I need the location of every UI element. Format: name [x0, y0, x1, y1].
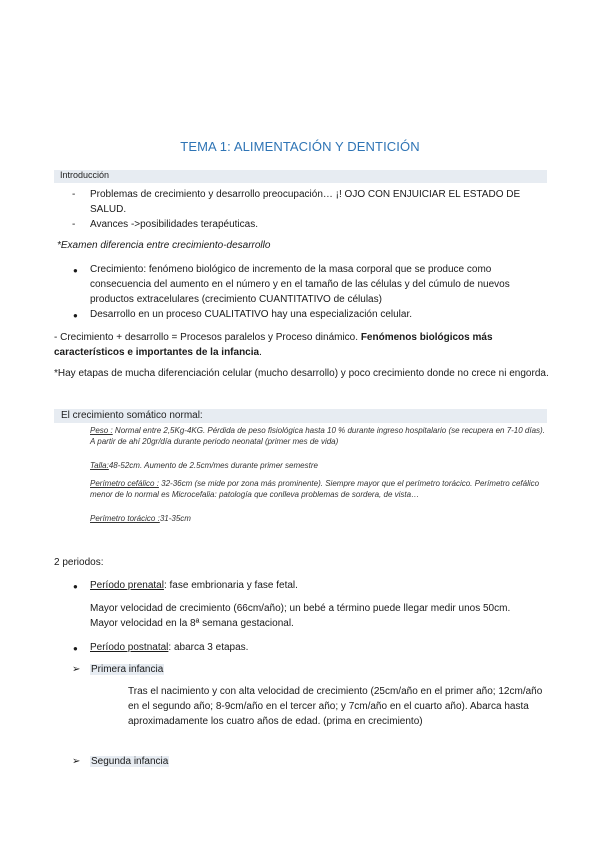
head-circumference-label: Perímetro cefálico :	[90, 479, 159, 488]
dash-bullet-icon: -	[72, 189, 76, 200]
prenatal-label: Período prenatal	[90, 580, 164, 591]
arrow-bullet-icon: ➢	[72, 664, 81, 675]
growth-heading: El crecimiento somático normal:	[61, 410, 203, 421]
prenatal-detail: Mayor velocidad de crecimiento (66cm/año); un bebé a término puede llegar medir unos 50cm. Mayor velocidad en la 8ª semana gestacional.	[90, 603, 511, 629]
first-infancy-label: Primera infancia	[91, 664, 164, 675]
parallel-processes: - Crecimiento + desarrollo = Procesos paralelos y Proceso dinámico. Fenómenos biológicos más característicos e importantes de la infancia.	[54, 332, 493, 358]
dot-bullet-icon: ●	[73, 644, 78, 653]
weight-label: Peso :	[90, 426, 113, 435]
head-circumference-note: Perímetro cefálico : 32-36cm (se mide por zona más prominente). Siempre mayor que el perímetro torácico. Perímetro cefálico menor de lo normal es Microcefalia: patología que conlleva problemas de sordera, de vista…	[90, 479, 540, 499]
dot-bullet-icon: ●	[73, 266, 78, 275]
first-infancy	[90, 662, 164, 677]
first-infancy-detail: Tras el nacimiento y con alta velocidad de crecimiento (25cm/año en el primer año; 12cm/año en el segundo año; 8-9cm/año en el tercer año; y 7cm/año en el cuarto año). Abarca hasta aproximadamente los cuatro años de edad. (prima en crecimiento)	[128, 686, 543, 727]
arrow-bullet-icon: ➢	[72, 756, 81, 767]
intro-heading: Introducción	[60, 170, 110, 180]
height-label: Talla:	[90, 461, 109, 470]
intro-item-1: Problemas de crecimiento y desarrollo preocupación… ¡! OJO CON ENJUICIAR EL ESTADO DE SALUD.	[90, 189, 521, 215]
growth-heading-band	[54, 409, 547, 423]
dot-bullet-icon: ●	[73, 311, 78, 320]
exam-note: *Examen diferencia entre crecimiento-desarrollo	[57, 240, 271, 251]
dot-bullet-icon: ●	[73, 582, 78, 591]
chest-circumference-label: Perímetro torácico :	[90, 514, 160, 523]
parallel-processes-bold: Fenómenos biológicos más característicos e importantes de la infancia	[54, 332, 493, 358]
intro-heading-band	[54, 170, 547, 183]
postnatal-label: Período postnatal	[90, 642, 169, 653]
second-infancy	[90, 754, 169, 769]
growth-definition: Crecimiento: fenómeno biológico de incremento de la masa corporal que se produce como consecuencia del aumento en el número y en el tamaño de las células y del cúmulo de nuevos productos extracelulares (crecimiento CUANTITATIVO de células)	[90, 264, 510, 305]
parallel-processes-start: - Crecimiento + desarrollo = Procesos paralelos y Proceso dinámico.	[54, 332, 361, 343]
periods-heading: 2 periodos:	[54, 557, 104, 568]
weight-note: Peso : Normal entre 2,5Kg-4KG. Pérdida de peso fisiológica hasta 10 % durante ingreso hospitalario (se recupera en 7-10 días). A partir de ahí 20gr/día durante periodo neonatal (primer mes de vida)	[90, 426, 545, 446]
postnatal-period: Período postnatal: abarca 3 etapas.	[90, 642, 249, 653]
height-note: Talla:48-52cm. Aumento de 2.5cm/mes durante primer semestre	[90, 461, 318, 470]
development-definition: Desarrollo en un proceso CUALITATIVO hay una especialización celular.	[90, 309, 413, 320]
chest-circumference-note: Perímetro torácico :31-35cm	[90, 514, 191, 523]
prenatal-period: Período prenatal: fase embrionaria y fase fetal.	[90, 580, 298, 591]
stages-note: *Hay etapas de mucha diferenciación celular (mucho desarrollo) y poco crecimiento donde no crece ni engorda.	[54, 368, 549, 379]
dash-bullet-icon: -	[72, 219, 76, 230]
second-infancy-label: Segunda infancia	[91, 756, 169, 767]
page-title: TEMA 1: ALIMENTACIÓN Y DENTICIÓN	[180, 139, 420, 154]
intro-item-2: Avances ->posibilidades terapéuticas.	[90, 219, 258, 230]
